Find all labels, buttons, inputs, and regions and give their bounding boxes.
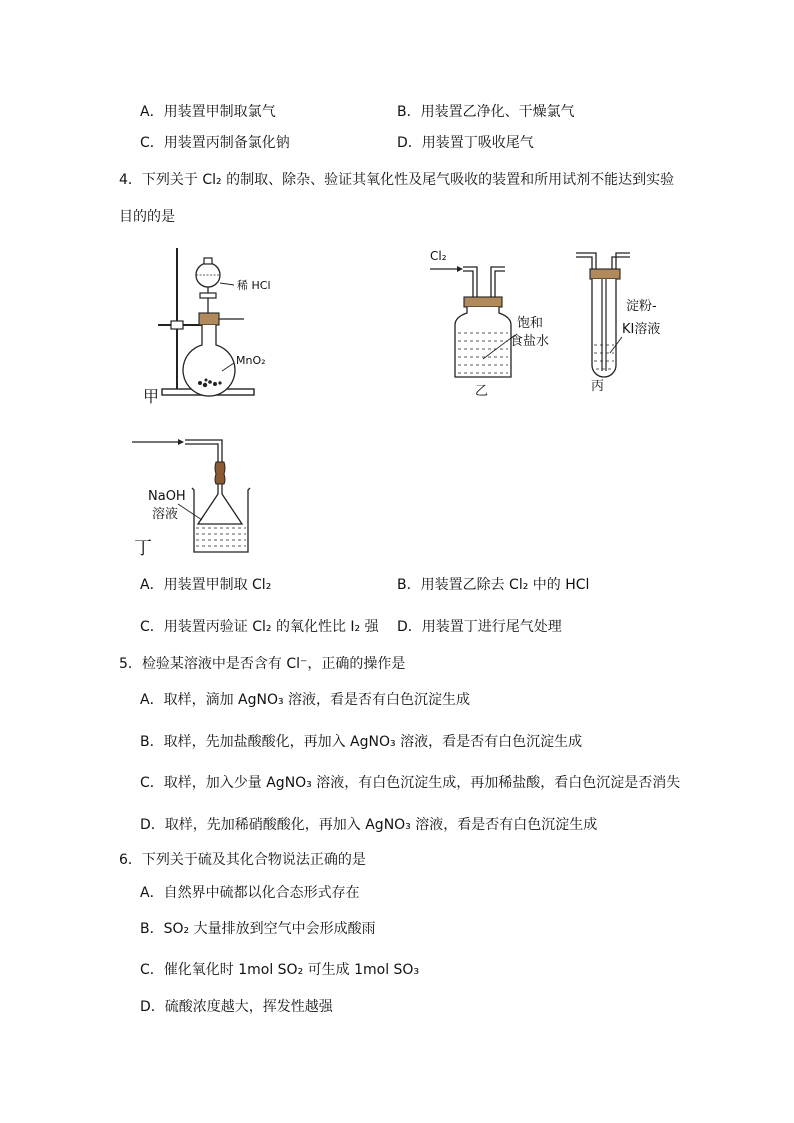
ding-label: 丁 <box>134 538 152 559</box>
apparatus-bing <box>570 247 680 397</box>
q4-option-d: D．用装置丁进行尾气处理 <box>397 619 562 635</box>
q5-stem: 5．检验某溶液中是否含有 Cl⁻，正确的操作是 <box>119 656 406 672</box>
q4-option-b: B．用装置乙除去 Cl₂ 中的 HCl <box>397 577 590 593</box>
q6-option-d: D．硫酸浓度越大，挥发性越强 <box>140 999 333 1015</box>
jia-label: 甲 <box>143 387 160 406</box>
q3-option-a: A．用装置甲制取氯气 <box>140 104 276 120</box>
q6-option-b: B．SO₂ 大量排放到空气中会形成酸雨 <box>140 921 376 937</box>
bing-solution-line2: KI溶液 <box>622 322 661 337</box>
q6-option-c: C．催化氧化时 1mol SO₂ 可生成 1mol SO₃ <box>140 962 420 978</box>
q5-option-c: C．取样，加入少量 AgNO₃ 溶液，有白色沉淀生成，再加稀盐酸，看白色沉淀是否消失 <box>140 775 681 791</box>
yi-solution-line1: 饱和 <box>517 316 544 331</box>
jia-acid-label: 稀 HCl <box>237 279 271 292</box>
q5-option-b: B．取样，先加盐酸酸化，再加入 AgNO₃ 溶液，看是否有白色沉淀生成 <box>140 734 583 750</box>
q4-stem-line2: 目的的是 <box>119 209 175 225</box>
yi-label: 乙 <box>475 384 489 399</box>
q4-option-c: C．用装置丙验证 Cl₂ 的氧化性比 I₂ 强 <box>140 619 379 635</box>
apparatus-ding <box>130 432 290 562</box>
q5-option-a: A．取样，滴加 AgNO₃ 溶液，看是否有白色沉淀生成 <box>140 692 471 708</box>
bing-solution-line1: 淀粉- <box>626 299 657 314</box>
q3-option-b: B．用装置乙净化、干燥氯气 <box>397 104 575 120</box>
apparatus-yi <box>425 247 565 397</box>
apparatus-jia <box>140 245 280 405</box>
q3-option-d: D．用装置丁吸收尾气 <box>397 135 534 151</box>
q6-option-a: A．自然界中硫都以化合态形式存在 <box>140 885 360 901</box>
q6-stem: 6．下列关于硫及其化合物说法正确的是 <box>119 852 366 868</box>
yi-solution-line2: 食盐水 <box>510 334 550 349</box>
q5-option-d: D．取样，先加稀硝酸酸化，再加入 AgNO₃ 溶液，看是否有白色沉淀生成 <box>140 817 598 833</box>
bing-label: 丙 <box>591 379 605 394</box>
ding-solution-line1: NaOH <box>148 489 186 504</box>
q4-stem-line1: 4．下列关于 Cl₂ 的制取、除杂、验证其氧化性及尾气吸收的装置和所用试剂不能达到实验 <box>119 172 675 188</box>
q4-option-a: A．用装置甲制取 Cl₂ <box>140 577 272 593</box>
ding-solution-line2: 溶液 <box>152 507 179 522</box>
yi-gas-label: Cl₂ <box>430 249 447 263</box>
jia-solid-label: MnO₂ <box>236 354 266 367</box>
q3-option-c: C．用装置丙制备氯化钠 <box>140 135 290 151</box>
